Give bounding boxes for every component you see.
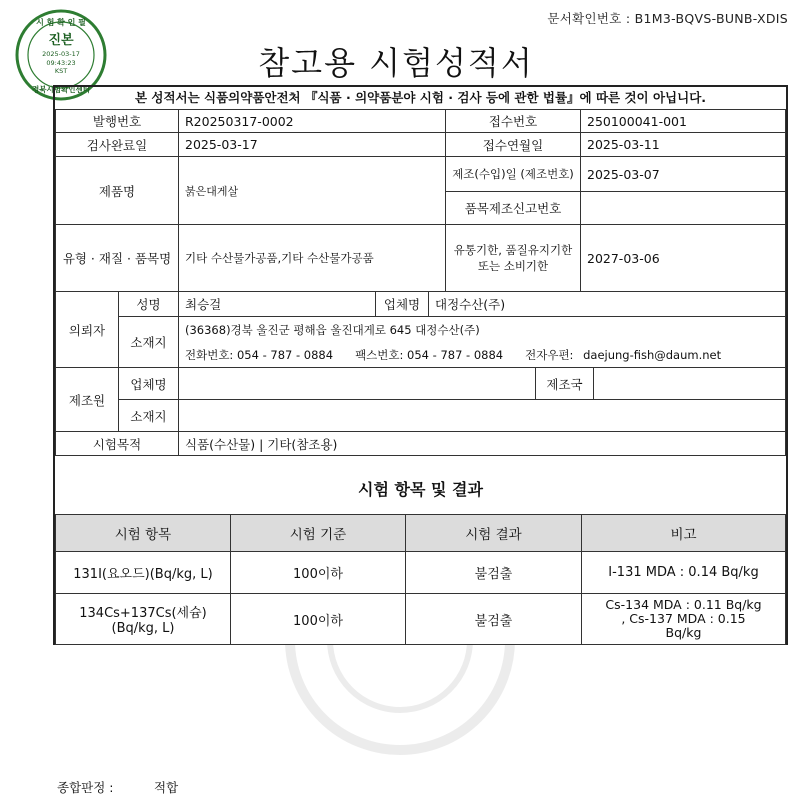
result-row-1-item-line1: 131I(요오드)(Bq/kg, L) [73, 567, 213, 582]
manufacturer-country-value [593, 367, 786, 400]
result-row-1-standard: 100이하 [230, 551, 406, 594]
seal-date: 2025-03-17 [42, 50, 80, 58]
manufacture-date-label: 제조(수입)일 (제조번호) [445, 156, 581, 192]
type-material-label: 유형 · 재질 · 품목명 [55, 224, 179, 292]
results-section-title: 시험 항목 및 결과 [358, 480, 483, 499]
results-header-standard: 시험 기준 [230, 514, 406, 552]
result-row-2-note-line3: Bq/kg [665, 625, 702, 640]
client-email-group [525, 347, 721, 363]
result-row-2-note-line2: , Cs-137 MDA : 0.15 [621, 611, 746, 626]
results-header-result: 시험 결과 [405, 514, 582, 552]
client-contact-line [185, 347, 721, 363]
test-completion-date-label: 검사완료일 [55, 132, 179, 157]
result-row-1-result: 불검출 [405, 551, 582, 594]
receipt-date-value: 2025-03-11 [580, 132, 786, 157]
page-title: 참고용 시험성적서 [258, 44, 534, 82]
client-address-label: 소재지 [118, 316, 179, 368]
manufacturer-company-label: 업체명 [118, 367, 179, 400]
result-row-1-note-line1: I-131 MDA : 0.14 Bq/kg [608, 565, 759, 580]
client-name-value: 최승걸 [178, 291, 376, 317]
client-address-block [178, 316, 786, 368]
client-address-value: (36368)경북 울진군 평해읍 울진대게로 645 대정수산(주) [185, 322, 480, 337]
result-row-2-item [55, 593, 231, 645]
test-purpose-label: 시험목적 [55, 431, 179, 456]
client-label: 의뢰자 [55, 291, 119, 368]
overall-judgement-label: 종합판정 : [57, 780, 114, 795]
manufacturer-address-label: 소재지 [118, 399, 179, 432]
client-email[interactable]: daejung-fish@daum.net [583, 347, 722, 362]
item-report-number-value [580, 191, 786, 225]
item-report-number-label: 품목제조신고번호 [445, 191, 581, 225]
manufacturer-label: 제조원 [55, 367, 119, 432]
disclaimer-notice: 본 성적서는 식품의약품안전처 『식품 · 의약품분야 시험 · 검사 등에 관한 법률』에 따른 것이 아닙니다. [134, 90, 707, 105]
overall-judgement-value: 적합 [154, 780, 179, 795]
document-confirmation-number: 문서확인번호 : B1M3-BQVS-BUNB-XDIS [547, 11, 788, 26]
client-company-value: 대정수산(주) [428, 291, 786, 317]
expiry-value: 2027-03-06 [580, 224, 786, 292]
receipt-number-value: 250100041-001 [580, 109, 786, 133]
receipt-date-label: 접수연월일 [445, 132, 581, 157]
client-name-label: 성명 [118, 291, 179, 317]
client-company-label: 업체명 [375, 291, 429, 317]
manufacturer-country-label: 제조국 [535, 367, 594, 400]
results-header-note: 비고 [581, 514, 786, 552]
seal-bottom-text: 경북시험확인센터 [32, 85, 90, 94]
expiry-label [445, 224, 581, 292]
test-completion-date-value: 2025-03-17 [178, 132, 446, 157]
product-name-value: 붉은대게살 [178, 156, 446, 225]
result-row-2-item-line1: 134Cs+137Cs(세슘) [79, 606, 207, 621]
results-header-item: 시험 항목 [55, 514, 231, 552]
manufacture-date-value: 2025-03-07 [580, 156, 786, 192]
client-phone: 전화번호: 054 - 787 - 0884 [185, 347, 334, 362]
receipt-number-label: 접수번호 [445, 109, 581, 133]
seal-label: 진본 [48, 33, 74, 48]
result-row-2-note [581, 593, 786, 645]
seal-top-text: 시 험 확 인 필 [36, 18, 86, 27]
test-purpose-value: 식품(수산물) | 기타(참조용) [178, 431, 786, 456]
type-material-value: 기타 수산물가공품,기타 수산물가공품 [178, 224, 446, 292]
client-email-label: 전자우편: [525, 347, 574, 362]
expiry-label-line1: 유통기한, 품질유지기한 [453, 243, 573, 257]
issue-number-value: R20250317-0002 [178, 109, 446, 133]
result-row-2-note-line1: Cs-134 MDA : 0.11 Bq/kg [605, 597, 762, 612]
seal-timezone: KST [54, 67, 68, 75]
issue-number-label: 발행번호 [55, 109, 179, 133]
manufacturer-address-value [178, 399, 786, 432]
result-row-2-standard: 100이하 [230, 593, 406, 645]
result-row-2-item-line2: (Bq/kg, L) [111, 621, 175, 636]
seal-time: 09:43:23 [46, 59, 76, 67]
result-row-1-note [581, 551, 786, 594]
product-name-label: 제품명 [55, 156, 179, 225]
client-fax: 팩스번호: 054 - 787 - 0884 [355, 347, 504, 362]
result-row-2-result: 불검출 [405, 593, 582, 645]
result-row-1-item [55, 551, 231, 594]
expiry-label-line2: 또는 소비기한 [477, 259, 549, 273]
manufacturer-company-value [178, 367, 536, 400]
